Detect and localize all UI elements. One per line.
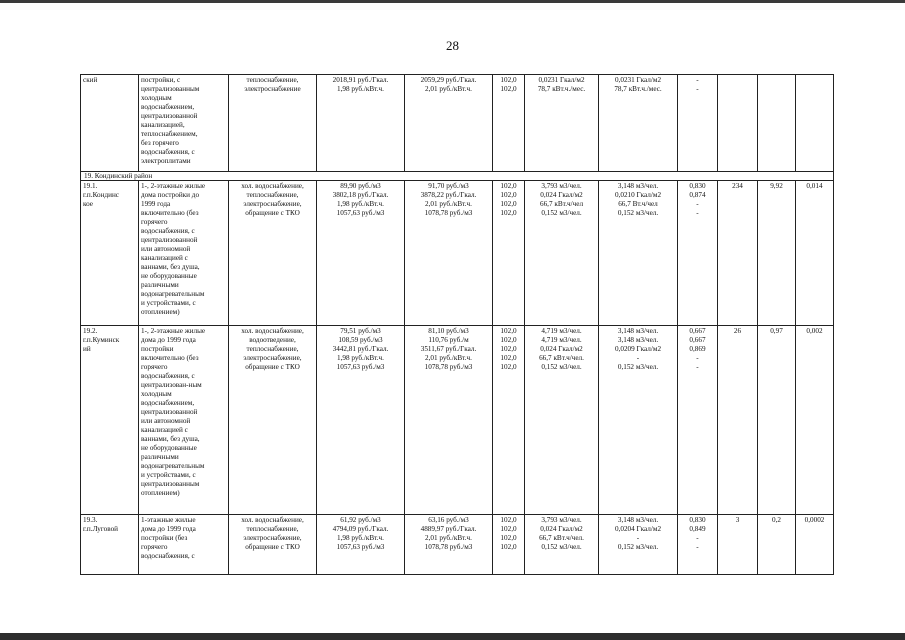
cell-text: - bbox=[696, 85, 699, 93]
cell-text: 0,152 м3/чел. bbox=[541, 209, 582, 217]
cell-text: электроплитами bbox=[141, 157, 191, 165]
cell-text: различными bbox=[141, 453, 179, 461]
tariff-2020-cell bbox=[405, 326, 493, 515]
cell-text: кое bbox=[83, 200, 93, 208]
cell-text: 234 bbox=[732, 182, 743, 190]
cell-text: централизованной bbox=[141, 112, 198, 120]
table-row bbox=[81, 75, 834, 172]
cell-text: 102,0 bbox=[500, 363, 517, 371]
cell-text: теплоснабжение, bbox=[246, 191, 299, 199]
cell-text: 102,0 bbox=[500, 534, 517, 542]
cell-text: канализацией, bbox=[141, 121, 185, 129]
cell-text: 89,90 руб./м3 bbox=[340, 182, 381, 190]
cell-text: электроснабжение bbox=[244, 85, 301, 93]
cell-text: - bbox=[696, 363, 699, 371]
cell-text: 81,10 руб./м3 bbox=[428, 327, 469, 335]
settlement-cell bbox=[81, 515, 139, 575]
cell-text: теплоснабжение, bbox=[246, 76, 299, 84]
cell-text: 2,01 руб./кВт.ч. bbox=[425, 85, 472, 93]
cell-text: 102,0 bbox=[500, 354, 517, 362]
cell-text: ий bbox=[83, 345, 91, 353]
cell-text: 2,01 руб./кВт.ч. bbox=[425, 200, 472, 208]
cell-text: централизованным bbox=[141, 480, 200, 488]
cell-text: централизован-ным bbox=[141, 381, 202, 389]
scan-edge-bottom bbox=[0, 633, 905, 640]
table-row bbox=[81, 515, 834, 575]
cell-text: дома до 1999 года bbox=[141, 525, 196, 533]
services-cell bbox=[229, 515, 317, 575]
cell-text: - bbox=[636, 534, 640, 542]
cell-text: 1,98 руб./кВт.ч. bbox=[337, 354, 384, 362]
cell-text: 19.1. bbox=[83, 182, 98, 190]
cell-text: теплоснабжение, bbox=[246, 525, 299, 533]
cell-text: 3802,18 руб./Гкал. bbox=[332, 191, 389, 199]
cell-text: 0,830 bbox=[689, 182, 706, 190]
cell-text: или автономной bbox=[141, 245, 191, 253]
cell-text: 110,76 руб./м bbox=[428, 336, 469, 344]
cell-text: 102,0 bbox=[500, 516, 517, 524]
cell-text: 102,0 bbox=[500, 182, 517, 190]
cell-text: 102,0 bbox=[500, 85, 517, 93]
cell-text: ваннами, без душа, bbox=[141, 263, 200, 271]
section-row bbox=[81, 172, 834, 181]
cell-text: 102,0 bbox=[500, 543, 517, 551]
services-cell bbox=[229, 326, 317, 515]
scan-edge-top bbox=[0, 0, 905, 3]
cell-text: водоснабжением, bbox=[141, 399, 195, 407]
cell-text: различными bbox=[141, 281, 179, 289]
building-type-cell bbox=[139, 326, 229, 515]
cell-text: канализацией с bbox=[141, 254, 188, 262]
count-cell bbox=[718, 75, 758, 172]
cell-text: 0,0231 Гкал/м2 bbox=[538, 76, 585, 84]
cell-text: 4,719 м3/чел. bbox=[541, 327, 582, 335]
cell-text: электроснабжение, bbox=[243, 354, 302, 362]
cell-text: 1-, 2-этажные жилые bbox=[141, 327, 206, 335]
coefficient-cell bbox=[678, 75, 718, 172]
cell-text: 102,0 bbox=[500, 345, 517, 353]
cell-text: 3,793 м3/чел. bbox=[541, 182, 582, 190]
cell-text: централизованной bbox=[141, 408, 198, 416]
cell-text: горячего bbox=[141, 543, 168, 551]
cell-text: электроснабжение, bbox=[243, 200, 302, 208]
norm-current-cell bbox=[525, 326, 599, 515]
cell-text: 19.2. bbox=[83, 327, 98, 335]
section-title: 19. Кондинский район bbox=[81, 172, 834, 181]
cell-text: 2059,29 руб./Гкал. bbox=[420, 76, 477, 84]
cell-text: - bbox=[696, 354, 699, 362]
cell-text: электроснабжение, bbox=[243, 534, 302, 542]
building-type-cell bbox=[139, 181, 229, 326]
cell-text: 0,0002 bbox=[804, 516, 825, 524]
table-row bbox=[81, 326, 834, 515]
cell-text: отоплением) bbox=[141, 489, 180, 497]
index-cell bbox=[493, 515, 525, 575]
cell-text: - bbox=[696, 76, 699, 84]
index-cell bbox=[493, 181, 525, 326]
coefficient-cell bbox=[678, 181, 718, 326]
value-cell bbox=[758, 515, 796, 575]
cell-text: 1078,78 руб./м3 bbox=[424, 543, 473, 551]
tariff-2020-cell bbox=[405, 75, 493, 172]
cell-text: 0,667 bbox=[689, 327, 706, 335]
cell-text: 3,148 м3/чел. bbox=[617, 327, 659, 335]
cell-text: 78,7 кВт.ч./мес. bbox=[614, 85, 662, 93]
cell-text: 9,92 bbox=[770, 182, 783, 190]
cell-text: 0,002 bbox=[806, 327, 823, 335]
tariff-2020-cell bbox=[405, 515, 493, 575]
cell-text: 1,98 руб./кВт.ч. bbox=[337, 200, 384, 208]
cell-text: - bbox=[636, 354, 640, 362]
norm-new-cell bbox=[599, 181, 678, 326]
cell-text: 0,0204 Гкал/м2 bbox=[614, 525, 662, 533]
norm-current-cell bbox=[525, 75, 599, 172]
cell-text: включительно (без bbox=[141, 354, 199, 362]
cell-text: 3,793 м3/чел. bbox=[541, 516, 582, 524]
cell-text: 4,719 м3/чел. bbox=[541, 336, 582, 344]
norm-current-cell bbox=[525, 515, 599, 575]
cell-text: 0,830 bbox=[689, 516, 706, 524]
cell-text: 3878,22 руб./Гкал. bbox=[420, 191, 477, 199]
cell-text: - bbox=[696, 534, 699, 542]
cell-text: водоотведение, bbox=[249, 336, 296, 344]
cell-text: 3511,67 руб./Гкал. bbox=[420, 345, 477, 353]
cell-text: 1078,78 руб./м3 bbox=[424, 209, 473, 217]
cell-text: 102,0 bbox=[500, 191, 517, 199]
coefficient-cell bbox=[678, 515, 718, 575]
value-cell bbox=[758, 75, 796, 172]
share-cell bbox=[796, 181, 834, 326]
norm-current-cell bbox=[525, 181, 599, 326]
cell-text: централизованной bbox=[141, 236, 198, 244]
cell-text: хол. водоснабжение, bbox=[241, 516, 304, 524]
coefficient-cell bbox=[678, 326, 718, 515]
cell-text: 0,849 bbox=[689, 525, 706, 533]
tariff-2019-cell bbox=[317, 181, 405, 326]
count-cell bbox=[718, 181, 758, 326]
cell-text: водоснабжения, с bbox=[141, 372, 195, 380]
cell-text: г.п.Луговой bbox=[83, 525, 119, 533]
cell-text: 0,024 Гкал/м2 bbox=[540, 525, 583, 533]
cell-text: включительно (без bbox=[141, 209, 199, 217]
count-cell bbox=[718, 515, 758, 575]
cell-text: постройки bbox=[141, 345, 174, 353]
cell-text: 3 bbox=[735, 516, 740, 524]
cell-text: 0,152 м3/чел. bbox=[617, 209, 659, 217]
cell-text: 0,0231 Гкал/м2 bbox=[614, 76, 662, 84]
cell-text: водоснабжения, с bbox=[141, 552, 195, 560]
cell-text: 66,7 Вт.ч/чел bbox=[618, 200, 658, 208]
cell-text: 0,97 bbox=[770, 327, 783, 335]
tariff-2019-cell bbox=[317, 75, 405, 172]
cell-text: холодным bbox=[141, 94, 172, 102]
cell-text: г.п.Кондинс bbox=[83, 191, 119, 199]
cell-text: хол. водоснабжение, bbox=[241, 327, 304, 335]
cell-text: холодным bbox=[141, 390, 172, 398]
cell-text: 102,0 bbox=[500, 525, 517, 533]
page-number: 28 bbox=[446, 38, 459, 53]
cell-text: 1078,78 руб./м3 bbox=[424, 363, 473, 371]
cell-text: водоснабжением, bbox=[141, 103, 195, 111]
cell-text: водоснабжения, с bbox=[141, 148, 195, 156]
cell-text: 1,98 руб./кВт.ч. bbox=[337, 534, 384, 542]
cell-text: 3,148 м3/чел. bbox=[617, 182, 659, 190]
cell-text: 0,152 м3/чел. bbox=[541, 543, 582, 551]
cell-text: 0,874 bbox=[689, 191, 706, 199]
cell-text: 1057,63 руб./м3 bbox=[336, 209, 385, 217]
cell-text: - bbox=[696, 543, 699, 551]
cell-text: 1057,63 руб./м3 bbox=[336, 363, 385, 371]
cell-text: не оборудованные bbox=[141, 444, 197, 452]
cell-text: дома до 1999 года bbox=[141, 336, 196, 344]
norm-new-cell bbox=[599, 75, 678, 172]
cell-text: ваннами, без душа, bbox=[141, 435, 200, 443]
cell-text: или автономной bbox=[141, 417, 191, 425]
tariff-2019-cell bbox=[317, 515, 405, 575]
cell-text: горячего bbox=[141, 218, 168, 226]
cell-text: не оборудованные bbox=[141, 272, 197, 280]
cell-text: постройки, с bbox=[141, 76, 181, 84]
services-cell bbox=[229, 181, 317, 326]
cell-text: 4794,09 руб./Гкал. bbox=[332, 525, 389, 533]
cell-text: хол. водоснабжение, bbox=[241, 182, 304, 190]
cell-text: постройки (без bbox=[141, 534, 188, 542]
count-cell bbox=[718, 326, 758, 515]
value-cell bbox=[758, 326, 796, 515]
cell-text: дома постройки до bbox=[141, 191, 200, 199]
cell-text: 66,7 кВт.ч/чел bbox=[539, 200, 584, 208]
cell-text: 2,01 руб./кВт.ч. bbox=[425, 354, 472, 362]
cell-text: водонагревательным bbox=[141, 462, 205, 470]
cell-text: 0,152 м3/чел. bbox=[617, 543, 659, 551]
cell-text: 0,014 bbox=[806, 182, 823, 190]
cell-text: 78,7 кВт.ч./мес. bbox=[537, 85, 586, 93]
cell-text: централизованным bbox=[141, 85, 200, 93]
cell-text: без горячего bbox=[141, 139, 179, 147]
cell-text: и устройствами, с bbox=[141, 299, 196, 307]
cell-text: водоснабжения, с bbox=[141, 227, 195, 235]
cell-text: г.п.Куминск bbox=[83, 336, 120, 344]
cell-text: 3,148 м3/чел. bbox=[617, 516, 659, 524]
cell-text: 1057,63 руб./м3 bbox=[336, 543, 385, 551]
cell-text: 1-, 2-этажные жилые bbox=[141, 182, 206, 190]
cell-text: 102,0 bbox=[500, 336, 517, 344]
index-cell bbox=[493, 75, 525, 172]
cell-text: 79,51 руб./м3 bbox=[340, 327, 381, 335]
index-cell bbox=[493, 326, 525, 515]
tariff-2019-cell bbox=[317, 326, 405, 515]
cell-text: 0,2 bbox=[772, 516, 781, 524]
tariff-table bbox=[80, 74, 834, 575]
cell-text: 4889,97 руб./Гкал. bbox=[420, 525, 477, 533]
cell-text: водонагревательным bbox=[141, 290, 205, 298]
cell-text: 108,59 руб./м3 bbox=[338, 336, 383, 344]
share-cell bbox=[796, 75, 834, 172]
table-row bbox=[81, 181, 834, 326]
cell-text: 3442,81 руб./Гкал. bbox=[332, 345, 389, 353]
norm-new-cell bbox=[599, 326, 678, 515]
cell-text: 0,667 bbox=[689, 336, 706, 344]
cell-text: 102,0 bbox=[500, 209, 517, 217]
cell-text: 0,024 Гкал/м2 bbox=[540, 191, 583, 199]
value-cell bbox=[758, 181, 796, 326]
cell-text: 63,16 руб./м3 bbox=[428, 516, 469, 524]
settlement-cell bbox=[81, 181, 139, 326]
cell-text: обращение с ТКО bbox=[245, 363, 300, 371]
cell-text: 2,01 руб./кВт.ч. bbox=[425, 534, 472, 542]
cell-text: теплоснабжением, bbox=[141, 130, 198, 138]
cell-text: - bbox=[696, 200, 699, 208]
tariff-2020-cell bbox=[405, 181, 493, 326]
building-type-cell bbox=[139, 515, 229, 575]
cell-text: 19.3. bbox=[83, 516, 98, 524]
cell-text: канализацией с bbox=[141, 426, 188, 434]
cell-text: 102,0 bbox=[500, 200, 517, 208]
cell-text: 1999 года bbox=[141, 200, 171, 208]
cell-text: 0,152 м3/чел. bbox=[617, 363, 659, 371]
cell-text: 1-этажные жилые bbox=[141, 516, 196, 524]
building-type-cell bbox=[139, 75, 229, 172]
settlement-cell bbox=[81, 75, 139, 172]
cell-text: 102,0 bbox=[500, 76, 517, 84]
cell-text: 0,869 bbox=[689, 345, 706, 353]
cell-text: обращение с ТКО bbox=[245, 543, 300, 551]
cell-text: 0,0209 Гкал/м2 bbox=[614, 345, 662, 353]
cell-text: и устройствами, с bbox=[141, 471, 196, 479]
cell-text: 0,024 Гкал/м2 bbox=[540, 345, 583, 353]
cell-text: 0,0210 Гкал/м2 bbox=[614, 191, 662, 199]
share-cell bbox=[796, 326, 834, 515]
cell-text: теплоснабжение, bbox=[246, 345, 299, 353]
cell-text: 0,152 м3/чел. bbox=[541, 363, 582, 371]
cell-text: 26 bbox=[733, 327, 742, 335]
norm-new-cell bbox=[599, 515, 678, 575]
cell-text: 3,148 м3/чел. bbox=[617, 336, 659, 344]
cell-text: 2018,91 руб./Гкал. bbox=[332, 76, 389, 84]
cell-text: 91,70 руб./м3 bbox=[428, 182, 469, 190]
cell-text: 1,98 руб./кВт.ч. bbox=[337, 85, 384, 93]
cell-text: обращение с ТКО bbox=[245, 209, 300, 217]
cell-text: 61,92 руб./м3 bbox=[340, 516, 381, 524]
cell-text: ский bbox=[83, 76, 98, 84]
settlement-cell bbox=[81, 326, 139, 515]
share-cell bbox=[796, 515, 834, 575]
cell-text: отоплением) bbox=[141, 308, 180, 316]
services-cell bbox=[229, 75, 317, 172]
cell-text: 102,0 bbox=[500, 327, 517, 335]
cell-text: 66,7 кВт.ч/чел. bbox=[539, 354, 584, 362]
cell-text: - bbox=[696, 209, 699, 217]
cell-text: горячего bbox=[141, 363, 168, 371]
cell-text: 66,7 кВт.ч/чел. bbox=[539, 534, 584, 542]
